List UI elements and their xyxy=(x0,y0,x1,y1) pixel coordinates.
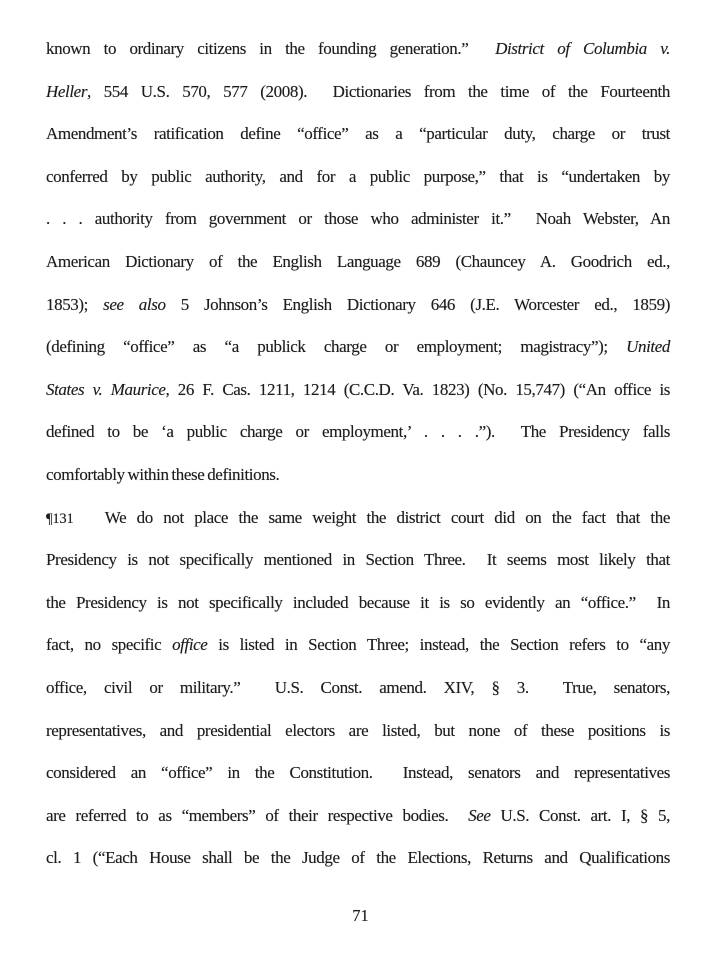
text-run: comfortably within these definitions. xyxy=(46,464,280,484)
text-line xyxy=(46,411,670,454)
text-line xyxy=(46,539,670,582)
text-run: , 26 F. Cas. 1211, 1214 (C.C.D. Va. 1823) (No. 15,747) (“An office is xyxy=(165,379,670,399)
text-line xyxy=(46,582,670,625)
text-line xyxy=(46,624,670,667)
paragraph-number: ¶131 xyxy=(46,510,74,527)
paragraph xyxy=(46,497,670,880)
text-line xyxy=(46,326,670,369)
text-line xyxy=(46,28,670,71)
text-run: We do not place the same weight the district court did on the fact that the xyxy=(73,507,670,527)
text-run: Heller xyxy=(46,81,88,101)
text-line xyxy=(46,241,670,284)
text-line xyxy=(46,198,670,241)
text-run: United xyxy=(626,337,670,357)
text-line xyxy=(46,752,670,795)
body-text xyxy=(46,28,670,880)
text-run: U.S. Const. art. I, § 5, xyxy=(490,805,670,825)
text-run: District of Columbia v. xyxy=(495,39,670,58)
text-line xyxy=(46,710,670,753)
text-run: see also xyxy=(103,294,166,314)
text-run: office xyxy=(172,635,208,655)
text-run: conferred by public authority, and for a public purpose,” that is “undertaken by xyxy=(46,166,670,186)
text-line xyxy=(46,156,670,199)
text-run: is listed in Section Three; instead, the Section refers to “any xyxy=(207,635,670,655)
paragraph xyxy=(46,28,670,497)
text-line xyxy=(46,795,670,838)
text-line xyxy=(46,837,670,880)
text-run: are referred to as “members” of their respective bodies. xyxy=(46,805,469,825)
text-run: 5 Johnson’s English Dictionary 646 (J.E. Worcester ed., 1859) xyxy=(165,294,670,314)
text-line xyxy=(46,497,670,540)
text-run: Amendment’s ratification define “office” as a “particular duty, charge or trust xyxy=(46,124,670,144)
text-run: the Presidency is not specifically included because it is so evidently an “office.” In xyxy=(46,592,670,612)
text-run: defined to be ‘a public charge or employment,’ . . . .”). The Presidency falls xyxy=(46,422,670,442)
text-run: (defining “office” as “a publick charge or employment; magistracy”); xyxy=(46,337,627,357)
text-run: 1853); xyxy=(46,294,104,314)
text-run: See xyxy=(468,805,491,825)
text-run: States v. Maurice xyxy=(46,379,166,399)
text-run: considered an “office” in the Constitution. Instead, senators and representatives xyxy=(46,763,670,783)
text-run: office, civil or military.” U.S. Const. amend. XIV, § 3. True, senators, xyxy=(46,677,670,697)
text-line xyxy=(46,71,670,114)
page-number: 71 xyxy=(352,906,369,925)
text-line xyxy=(46,284,670,327)
text-run: fact, no specific xyxy=(46,635,173,655)
text-run: cl. 1 (“Each House shall be the Judge of the Elections, Returns and Qualifications xyxy=(46,848,670,868)
text-run: representatives, and presidential electors are listed, but none of these positions is xyxy=(46,720,670,740)
text-run: known to ordinary citizens in the founding generation.” xyxy=(46,39,496,58)
text-run: , 554 U.S. 570, 577 (2008). Dictionaries from the time of the Fourteenth xyxy=(87,81,670,101)
text-line xyxy=(46,454,670,497)
text-run: Presidency is not specifically mentioned in Section Three. It seems most likely that xyxy=(46,550,670,570)
text-line xyxy=(46,369,670,412)
text-run: American Dictionary of the English Language 689 (Chauncey A. Goodrich ed., xyxy=(46,251,670,271)
text-line xyxy=(46,667,670,710)
text-line xyxy=(46,113,670,156)
text-run: . . . authority from government or those who administer it.” Noah Webster, An xyxy=(46,209,670,229)
